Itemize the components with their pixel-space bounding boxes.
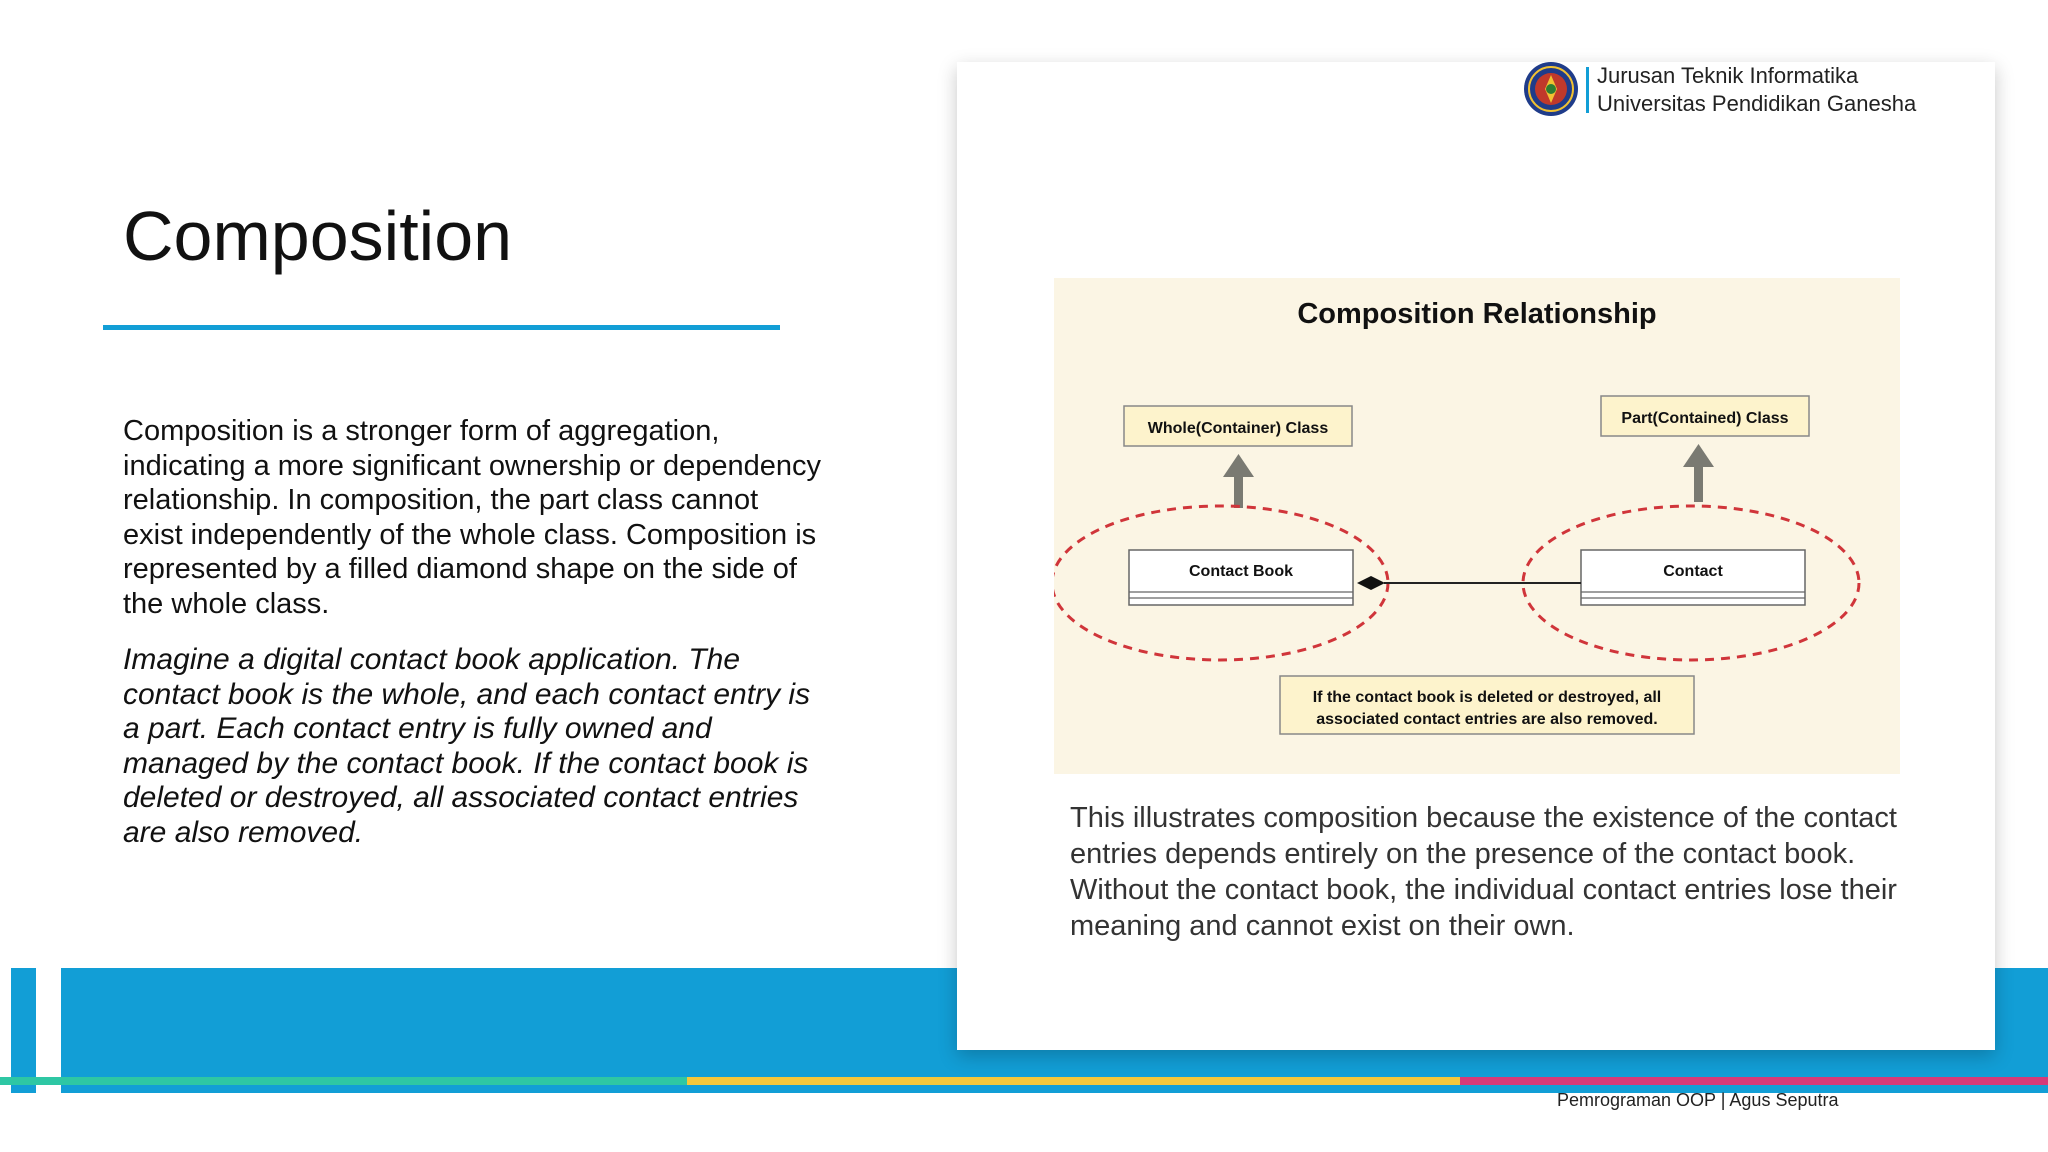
example-paragraph: Imagine a digital contact book application. The contact book is the whole, and each contact entry is a part. Each contact entry is fully owned and managed by the contact book. If the contact book is deleted or destroyed, all associated contact entries are also removed. <box>123 643 811 849</box>
diagram-title: Composition Relationship <box>1297 298 1657 330</box>
footer-stripe-green <box>0 1077 687 1085</box>
footer-stripe-yellow <box>687 1077 1460 1085</box>
page-title: Composition <box>123 197 513 275</box>
diagram-caption: This illustrates composition because the existence of the contact entries depends entirely on the presence of the contact book. Without the contact book, the individual contact entries lose their meaning and cannot exist on their own. <box>1070 802 1897 942</box>
contact-book-class-name: Contact Book <box>1189 563 1293 580</box>
institution-university: Universitas Pendidikan Ganesha <box>1597 91 1917 116</box>
footer-credit: Pemrograman OOP | Agus Seputra <box>1557 1090 1839 1110</box>
composition-diagram <box>1054 278 1900 774</box>
contact-class-name: Contact <box>1663 563 1723 580</box>
footer-left-bar <box>11 968 36 1093</box>
whole-class-label: Whole(Container) Class <box>1147 420 1329 437</box>
note-line-2: associated contact entries are also removed. <box>1316 711 1658 728</box>
note-line-1: If the contact book is deleted or destroyed, all <box>1312 689 1662 706</box>
definition-paragraph: Composition is a stronger form of aggregation, indicating a more significant ownership or dependency relationship. In composition, the part class cannot exist independently of the whole class. Composition is represented by a filled diamond shape on the side of the whole class. <box>123 415 822 620</box>
institution-department: Jurusan Teknik Informatika <box>1597 63 1859 88</box>
title-underline <box>103 325 780 330</box>
header-divider <box>1586 67 1589 113</box>
part-class-label: Part(Contained) Class <box>1621 410 1789 427</box>
footer-stripe-pink <box>1460 1077 2048 1085</box>
university-seal-icon <box>1523 60 1579 118</box>
